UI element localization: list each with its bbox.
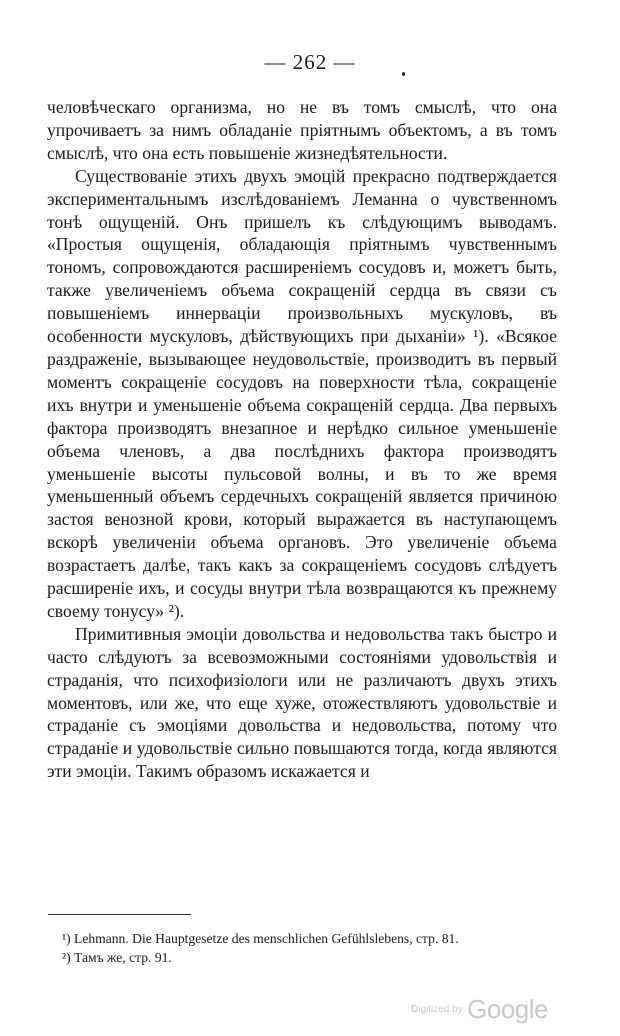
watermark-prefix: Digitized by xyxy=(411,1004,463,1015)
body-text xyxy=(47,96,557,783)
footnote-1 xyxy=(48,930,558,947)
footnote-1-mark: ¹) xyxy=(62,931,71,946)
footnote-1-text: Lehmann. Die Hauptgesetze des menschlichen Gefühlslebens, стр. 81. xyxy=(74,931,459,946)
paragraph-lehmann-experiment: Существованіе этихъ двухъ эмоцій прекрасно подтверждается экспериментальнымъ изслѣдованіемъ Леманна о чувственномъ тонѣ ощущеній. Онъ пришелъ къ слѣдующимъ выводамъ. «Простыя ощущенія, обладающія пріятнымъ чувственнымъ тономъ, сопровождаются расширеніемъ сосудовъ и, можетъ быть, также увеличеніемъ объема сокращеній сердца въ связи съ повышеніемъ иннерваціи произвольныхъ мускуловъ, въ особенности мускуловъ, дѣйствующихъ при дыханіи» ¹). «Всякое раздраженіе, вызывающее неудовольствіе, производитъ въ первый моментъ сокращеніе сосудовъ на поверхности тѣла, сокращеніе ихъ внутри и уменьшеніе объема сокращеній сердца. Два первыхъ фактора производятъ внезапное и нерѣдко сильное уменьшеніе объема членовъ, а два послѣднихъ фактора производятъ уменьшеніе высоты пульсовой волны, и въ то же время уменьшенный объемъ сердечныхъ сокращеній является причиною застоя венозной крови, который выражается въ наступающемъ вскорѣ увеличеніи объема органовъ. Это увеличеніе объема возрастаетъ далѣе, такъ какъ за сокращеніемъ сосудовъ слѣдуетъ расширеніе ихъ, и сосуды внутри тѣла возвращаются къ прежнему своему тонусу» ²). xyxy=(47,165,557,621)
footnotes xyxy=(48,930,558,968)
footnote-2 xyxy=(48,949,558,966)
google-logo: Google xyxy=(467,994,548,1024)
ink-speck xyxy=(402,72,405,76)
footnote-2-mark: ²) xyxy=(62,950,71,965)
paragraph-primitive-emotions: Примитивныя эмоціи довольства и недовольства такъ быстро и часто слѣдуютъ за всевозможными состояніями удовольствія и страданія, что психофизіологи или не различаютъ двухъ этихъ моментовъ, или же, что еще хуже, отожествляютъ удовольствіе и страданіе съ эмоціями довольства и недовольства, потому что страданіе и удовольствіе сильно повышаются тогда, когда являются эти эмоціи. Такимъ образомъ искажается и xyxy=(47,623,557,782)
digitized-watermark xyxy=(411,994,548,1025)
footnote-2-text: Тамъ же, стр. 91. xyxy=(74,950,172,965)
paragraph-continuation: человѣческаго организма, но не въ томъ смыслѣ, что она упрочиваетъ за нимъ обладаніе пріятнымъ объектомъ, а въ томъ смыслѣ, что она есть повышеніе жизнедѣятельности. xyxy=(47,97,557,163)
page-number: — 262 — xyxy=(264,50,356,74)
footnote-divider xyxy=(48,914,191,915)
